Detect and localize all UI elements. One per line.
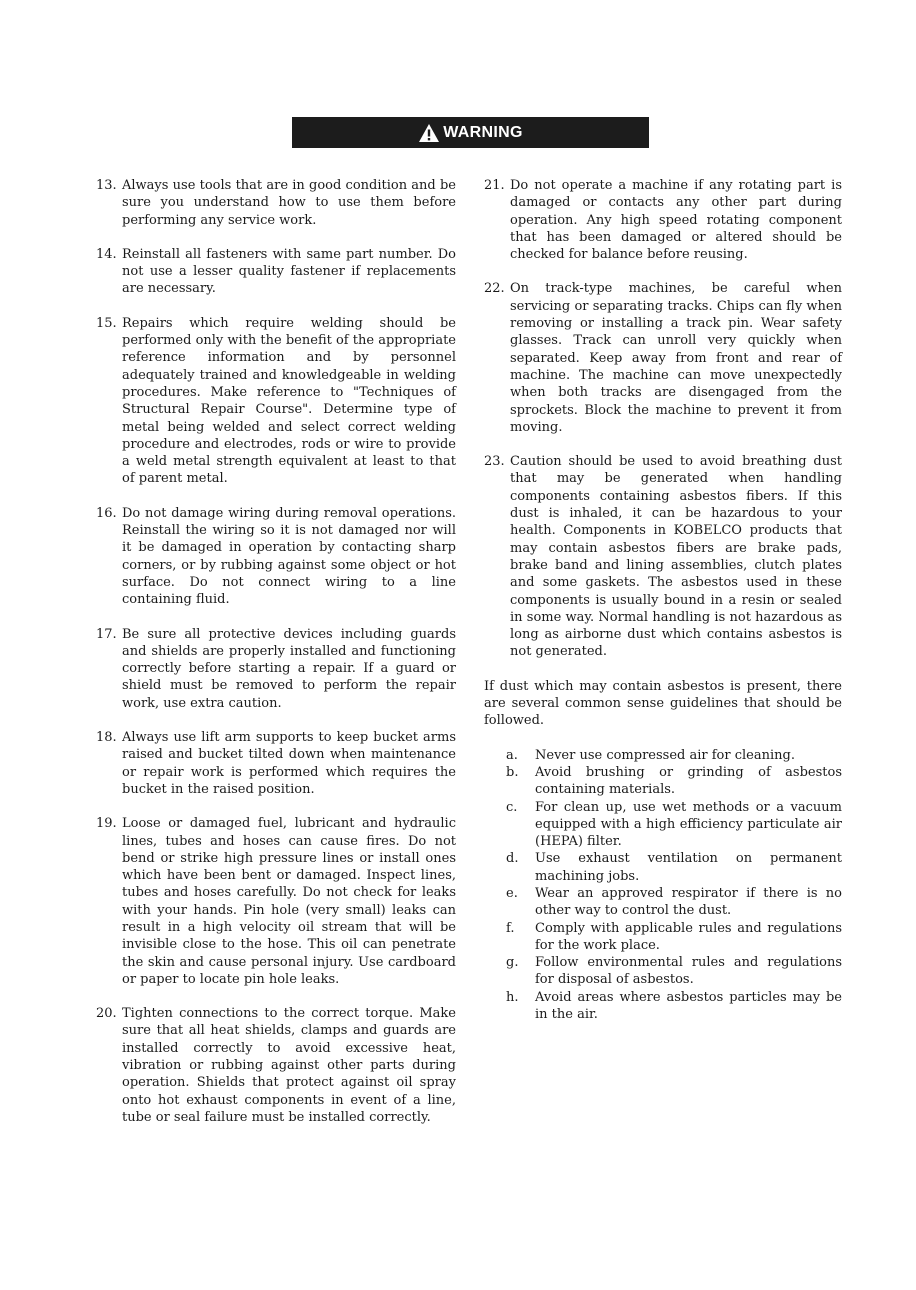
list-item — [96, 729, 456, 798]
list-item — [484, 280, 842, 436]
item-text: Be sure all protective devices including guards and shields are properly installed and functioning correctly before starting a repair. If a guard or shield must be removed to perform the repair work, use extra caution. — [122, 626, 456, 711]
item-number: 13. — [96, 178, 117, 193]
guideline-text: Avoid brushing or grinding of asbestos containing materials. — [535, 764, 842, 798]
guideline-item — [506, 850, 842, 885]
item-number: 23. — [484, 454, 505, 470]
item-number: 21. — [484, 178, 505, 193]
guideline-text: Comply with applicable rules and regulations for the work place. — [535, 920, 842, 953]
guideline-item — [506, 799, 842, 851]
list-item — [96, 815, 456, 988]
list-item — [96, 626, 456, 712]
guideline-text: Wear an approved respirator if there is no other way to control the dust. — [535, 885, 842, 919]
guideline-item — [506, 920, 842, 955]
warning-banner — [292, 117, 649, 148]
item-text: Do not operate a machine if any rotating part is damaged or contacts any other part during operation. Any high speed rotating component that has been damaged or altered should be checked for balance before reusing. — [510, 178, 842, 263]
item-number: 17. — [96, 626, 117, 642]
guideline-letter: h. — [506, 989, 519, 1005]
guideline-letter: g. — [506, 955, 519, 971]
list-item — [96, 1005, 456, 1126]
right-column — [484, 177, 842, 1023]
guideline-letter: d. — [506, 851, 519, 867]
item-number: 22. — [484, 281, 505, 297]
guideline-letter: c. — [506, 799, 518, 815]
guideline-item — [506, 885, 842, 920]
item-number: 15. — [96, 315, 117, 331]
guideline-letter: b. — [506, 764, 519, 780]
guideline-text: Never use compressed air for cleaning. — [535, 747, 795, 763]
guideline-letter: e. — [506, 885, 518, 901]
item-text: Always use tools that are in good condition and be sure you understand how to use them before performing any service work. — [122, 178, 456, 228]
warning-title: WARNING — [443, 123, 523, 141]
guideline-text: For clean up, use wet methods or a vacuum equipped with a high efficiency particulate air (HEPA) filter. — [535, 799, 842, 850]
guideline-item — [506, 747, 842, 764]
guideline-item — [506, 764, 842, 799]
item-text: Tighten connections to the correct torque. Make sure that all heat shields, clamps and guards are installed correctly to avoid excessive heat, vibration or rubbing against other parts during operation. Shields that protect against oil spray onto hot exhaust components in event of a line, tube or seal failure must be installed correctly. — [122, 1006, 456, 1125]
list-item — [484, 177, 842, 263]
item-number: 16. — [96, 505, 117, 521]
item-number: 18. — [96, 730, 117, 746]
item-text: On track-type machines, be careful when servicing or separating tracks. Chips can fly when removing or installing a track pin. Wear safety glasses. Track can unroll very quickly when separated. Keep away from front and rear of machine. The machine can move unexpectedly when both tracks are disengaged from the sprockets. Block the machine to prevent it from moving. — [510, 281, 842, 435]
guideline-text: Avoid areas where asbestos particles may be in the air. — [535, 989, 842, 1023]
item-text: Repairs which require welding should be performed only with the benefit of the appropriate reference information and by personnel adequately trained and knowledgeable in welding procedures. Make reference to "Techniques of Structural Repair Course". Determine type of metal being welded and select correct welding procedure and electrodes, rods or wire to provide a weld metal strength equivalent at least to that of parent metal. — [122, 315, 456, 487]
guideline-item — [506, 954, 842, 989]
item-text: Do not damage wiring during removal operations. Reinstall the wiring so it is not damaged nor will it be damaged in operation by contacting sharp corners, or by rubbing against some object or hot surface. Do not connect wiring to a line containing fluid. — [122, 505, 456, 608]
item-text: Reinstall all fasteners with same part number. Do not use a lesser quality fastener if replacements are necessary. — [122, 246, 456, 297]
guideline-letter: f. — [506, 920, 515, 936]
item-number: 19. — [96, 816, 117, 832]
guideline-text: Use exhaust ventilation on permanent machining jobs. — [535, 851, 842, 884]
list-item — [96, 505, 456, 609]
item-text: Always use lift arm supports to keep bucket arms raised and bucket tilted down when maintenance or repair work is performed which requires the bucket in the raised position. — [122, 730, 456, 797]
list-item — [96, 246, 456, 298]
warning-triangle-icon — [418, 123, 440, 143]
list-item — [96, 177, 456, 229]
guideline-item — [506, 989, 842, 1024]
list-item — [484, 453, 842, 661]
item-number: 20. — [96, 1006, 117, 1022]
guideline-text: Follow environmental rules and regulations for disposal of asbestos. — [535, 955, 842, 988]
item-number: 14. — [96, 246, 117, 262]
asbestos-intro: If dust which may contain asbestos is present, there are several common sense guidelines that should be followed. — [484, 678, 842, 729]
guideline-letter: a. — [506, 747, 518, 763]
left-column — [96, 177, 456, 1126]
list-item — [96, 315, 456, 488]
item-text: Loose or damaged fuel, lubricant and hydraulic lines, tubes and hoses can cause fires. Do not bend or strike high pressure lines or install ones which have been bent or damaged. Inspect lines, tubes and hoses carefully. Do not check for leaks with your hands. Pin hole (very small) leaks can result in a high velocity oil stream that will be invisible close to the hose. This oil can penetrate the skin and cause personal injury. Use cardboard or paper to locate pin hole leaks. — [122, 816, 456, 987]
item-text: Caution should be used to avoid breathing dust that may be generated when handling components containing asbestos fibers. If this dust is inhaled, it can be hazardous to your health. Components in KOBELCO products that may contain asbestos fibers are brake pads, brake band and lining assemblies, clutch plates and some gaskets. The asbestos used in these components is usually bound in a resin or sealed in some way. Normal handling is not hazardous as long as airborne dust which contains asbestos is not generated. — [510, 454, 842, 660]
